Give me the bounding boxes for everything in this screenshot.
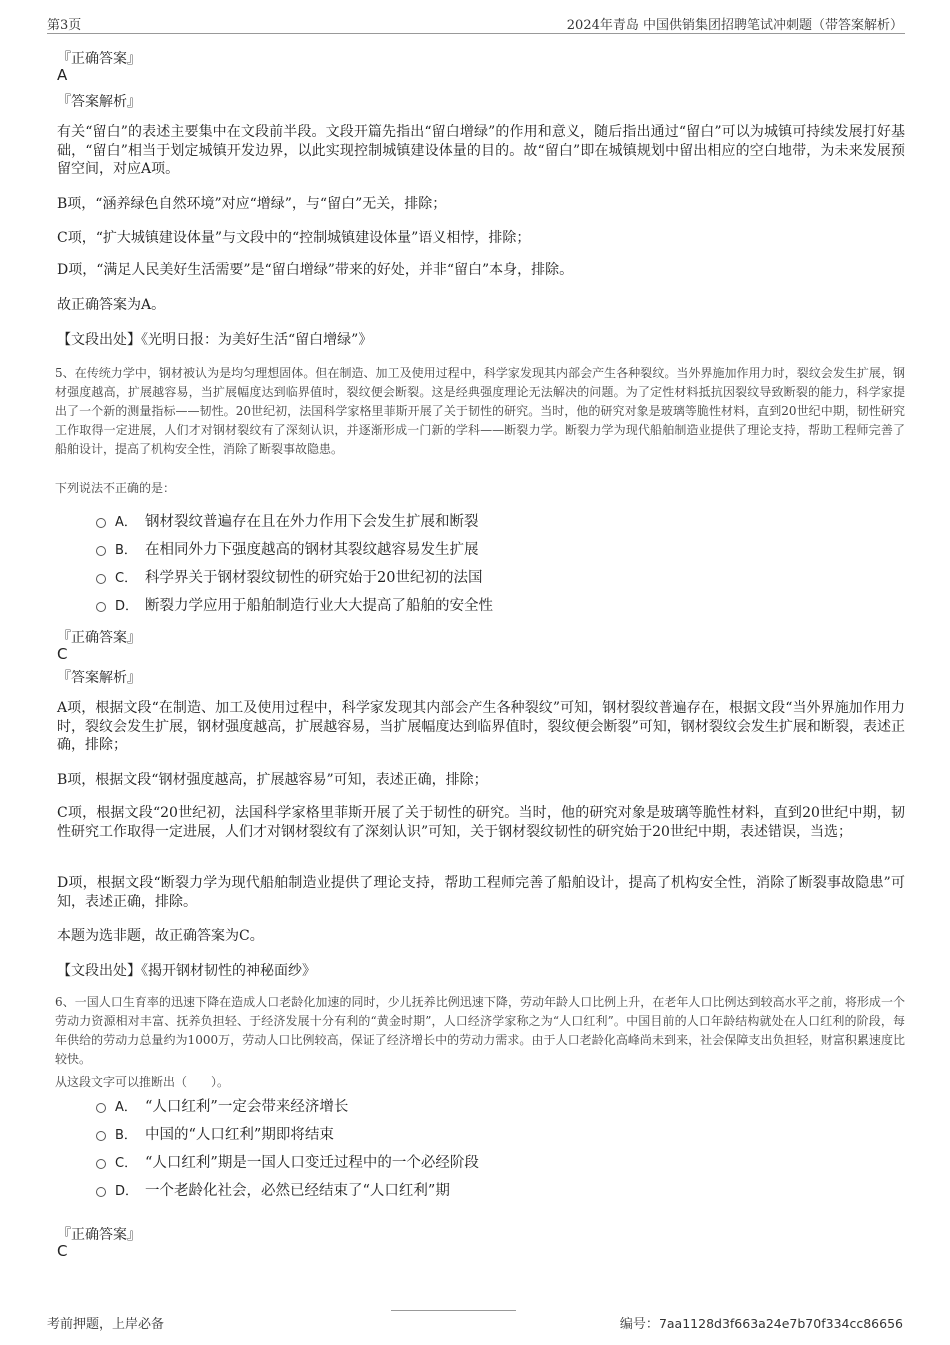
source-citation: 【文段出处】《光明日报：为美好生活“留白增绿”》 [57,332,373,348]
radio-icon[interactable] [96,546,106,556]
option-b[interactable] [96,1124,334,1146]
analysis-paragraph: B项，“涵养绿色自然环境”对应“增绿”，与“留白”无关，排除； [57,196,447,212]
question-stem: 6、一国人口生育率的迅速下降在造成人口老龄化加速的同时，少儿抚养比例迅速下降，劳动年龄人口比例上升，在老年人口比例达到较高水平之前，将形成一个劳动力资源相对丰富、抚养负担轻、于经济发展十分有利的“黄金时期”，人口经济学家称之为“人口红利”。中国目前的人口年龄结构就处在人口红利的阶段，每年供给的劳动力总量约为1000万，劳动人口比例较高，保证了经济增长中的劳动力需求。由于人口老龄化高峰尚未到来，社会保障支出负担轻，财富积累速度比较快。 [55,995,905,1066]
question-prompt: 下列说法不正确的是： [55,481,176,495]
source-citation: 【文段出处】《揭开钢材韧性的神秘面纱》 [57,963,316,979]
analysis-paragraph: D项，“满足人民美好生活需要”是“留白增绿”带来的好处，并非“留白”本身，排除。 [57,262,574,278]
option-a[interactable] [96,511,479,533]
document-code-value: 7aa1128d3f663a24e7b70f334cc86656 [658,1316,903,1331]
footer-slogan: 考前押题，上岸必备 [47,1317,165,1332]
analysis-label: 『答案解析』 [57,94,141,110]
option-text: 科学界关于钢材裂纹韧性的研究始于20世纪初的法国 [145,570,483,586]
option-c[interactable] [96,567,482,589]
option-key: A． [115,515,137,530]
radio-icon[interactable] [96,1103,106,1113]
option-key: C． [115,1156,138,1171]
option-text: 一个老龄化社会，必然已经结束了“人口红利”期 [145,1183,450,1199]
question-stem: 5、在传统力学中，钢材被认为是均匀理想固体。但在制造、加工及使用过程中，科学家发现其内部会产生各种裂纹。当外界施加作用力时，裂纹会发生扩展，钢材强度越高，扩展越容易，当扩展幅度达到临界值时，裂纹便会断裂。这是经典强度理论无法解决的问题。为了定性材料抵抗因裂纹导致断裂的能力，科学家提出了一个新的测量指标——韧性。20世纪初，法国科学家格里菲斯开展了关于韧性的研究。当时，他的研究对象是玻璃等脆性材料，直到20世纪中期，韧性研究工作取得一定进展，人们才对钢材裂纹有了深刻认识，并逐渐形成一门新的学科——断裂力学。断裂力学为现代船舶制造业提供了理论支持，帮助工程师完善了船舶设计，提高了机构安全性，消除了断裂事故隐患。 [55,366,905,456]
header-divider [47,33,905,34]
option-key: B． [115,1128,137,1143]
radio-icon[interactable] [96,1131,106,1141]
option-text: “人口红利”一定会带来经济增长 [145,1099,349,1115]
analysis-paragraph: 故正确答案为A。 [57,297,166,313]
option-a[interactable] [96,1096,348,1118]
option-key: B． [115,543,137,558]
document-code-label: 编号： [619,1317,659,1332]
analysis-paragraph: D项，根据文段“断裂力学为现代船舶制造业提供了理论支持，帮助工程师完善了船舶设计，提高了机构安全性，消除了断裂事故隐患”可知，表述正确，排除。 [57,875,905,910]
answer-value: C [57,645,68,663]
answer-label: 『正确答案』 [57,630,141,646]
footer-divider [391,1310,516,1311]
analysis-label: 『答案解析』 [57,670,141,686]
analysis-paragraph: A项，根据文段“在制造、加工及使用过程中，科学家发现其内部会产生各种裂纹”可知，钢材裂纹普遍存在，根据文段“当外界施加作用力时，裂纹会发生扩展，钢材强度越高，扩展越容易，当扩展幅度达到临界值时，裂纹便会断裂”可知，钢材裂纹会发生扩展和断裂，表述正确，排除； [57,700,905,753]
option-d[interactable] [96,1180,450,1202]
analysis-paragraph: C项，“扩大城镇建设体量”与文段中的“控制城镇建设体量”语义相悖，排除； [57,230,531,246]
page-number: 第3页 [47,18,82,33]
option-key: A． [115,1100,137,1115]
answer-label: 『正确答案』 [57,1227,141,1243]
answer-value: C [57,1242,68,1260]
analysis-paragraph: 本题为选非题，故正确答案为C。 [57,928,264,944]
question-prompt: 从这段文字可以推断出（ ）。 [55,1075,230,1089]
radio-icon[interactable] [96,518,106,528]
document-code [620,1313,903,1332]
option-text: 在相同外力下强度越高的钢材其裂纹越容易发生扩展 [145,542,479,558]
option-c[interactable] [96,1152,479,1174]
option-key: D． [115,1184,139,1199]
analysis-paragraph: B项，根据文段“钢材强度越高，扩展越容易”可知，表述正确，排除； [57,772,488,788]
option-d[interactable] [96,595,493,617]
answer-value: A [57,66,68,84]
document-title: 2024年青岛 中国供销集团招聘笔试冲刺题（带答案解析） [566,18,903,33]
analysis-paragraph: C项，根据文段“20世纪初，法国科学家格里菲斯开展了关于韧性的研究。当时，他的研究对象是玻璃等脆性材料，直到20世纪中期，韧性研究工作取得一定进展，人们才对钢材裂纹有了深刻认识”可知，关于钢材裂纹韧性的研究始于20世纪中期，表述错误，当选； [57,805,905,840]
option-key: C． [115,571,138,586]
radio-icon[interactable] [96,1187,106,1197]
option-key: D． [115,599,139,614]
radio-icon[interactable] [96,1159,106,1169]
analysis-paragraph: 有关“留白”的表述主要集中在文段前半段。文段开篇先指出“留白增绿”的作用和意义，随后指出通过“留白”可以为城镇可持续发展打好基础，“留白”相当于划定城镇开发边界，以此实现控制城镇建设体量的目的。故“留白”即在城镇规划中留出相应的空白地带，为未来发展预留空间，对应A项。 [57,124,905,177]
option-text: 中国的“人口红利”期即将结束 [145,1127,334,1143]
option-text: 断裂力学应用于船舶制造行业大大提高了船舶的安全性 [145,598,493,614]
option-text: “人口红利”期是一国人口变迁过程中的一个必经阶段 [145,1155,479,1171]
radio-icon[interactable] [96,602,106,612]
option-b[interactable] [96,539,479,561]
answer-label: 『正确答案』 [57,51,141,67]
radio-icon[interactable] [96,574,106,584]
option-text: 钢材裂纹普遍存在且在外力作用下会发生扩展和断裂 [145,514,479,530]
